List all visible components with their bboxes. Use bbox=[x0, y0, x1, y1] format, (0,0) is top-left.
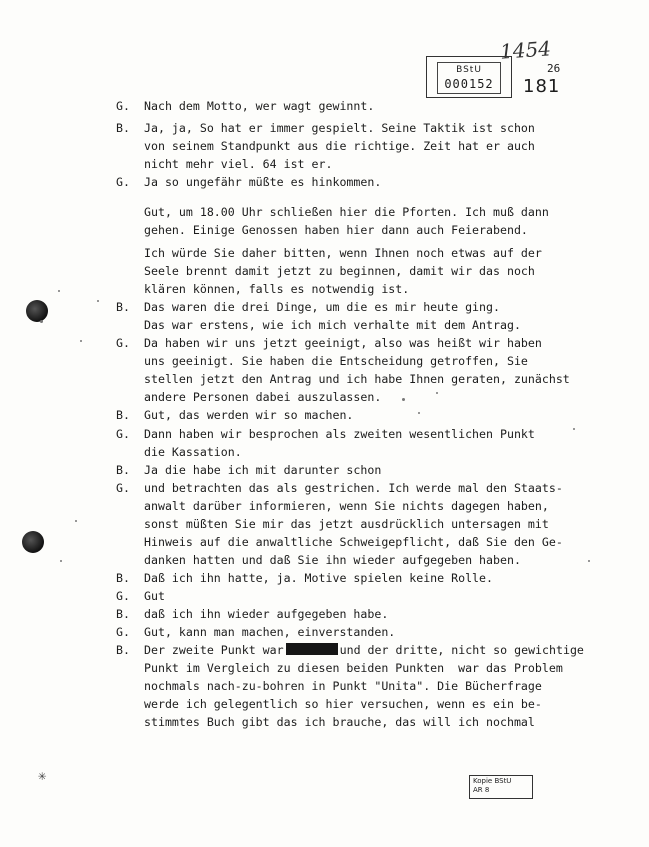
transcript-line bbox=[0, 155, 333, 173]
transcript-line bbox=[0, 298, 500, 316]
punch-hole bbox=[22, 531, 44, 553]
transcript-line bbox=[0, 173, 382, 191]
line-text-part: und betrachten das als gestrichen. bbox=[144, 481, 382, 495]
transcript-line bbox=[0, 221, 528, 239]
line-text: Gut, kann man machen, einverstanden. bbox=[144, 625, 396, 639]
transcript-line bbox=[0, 443, 242, 461]
stamp-inner-box bbox=[437, 62, 501, 94]
line-text: Ja die habe ich mit darunter schon bbox=[144, 463, 382, 477]
line-text-part: Ich werde mal den Staats- bbox=[388, 481, 563, 495]
scan-speck bbox=[80, 340, 82, 342]
scan-speck bbox=[97, 300, 99, 302]
line-text bbox=[144, 479, 563, 497]
speaker-label: B. bbox=[116, 607, 130, 621]
speaker-label: G. bbox=[116, 175, 130, 189]
line-text: werde ich gelegentlich so hier versuchen, wenn es ein be- bbox=[144, 697, 542, 711]
line-text: Hinweis auf die anwaltliche Schweigepflicht, daß Sie den Ge- bbox=[144, 535, 563, 549]
transcript-line bbox=[0, 461, 382, 479]
scan-mark: ✳ bbox=[38, 768, 47, 784]
transcript-line bbox=[0, 587, 165, 605]
line-text: Seele brennt damit jetzt zu beginnen, damit wir das noch bbox=[144, 264, 535, 278]
transcript-line bbox=[0, 497, 549, 515]
transcript-line bbox=[0, 119, 535, 137]
speaker-label: G. bbox=[116, 427, 130, 441]
transcript-line bbox=[0, 137, 535, 155]
line-text: Gut, das werden wir so machen. bbox=[144, 408, 354, 422]
speaker-label: G. bbox=[116, 336, 130, 350]
transcript-line bbox=[0, 479, 563, 497]
transcript-line bbox=[0, 352, 528, 370]
scan-speck bbox=[58, 290, 60, 292]
line-text: Punkt im Vergleich zu diesen beiden Punkten war das Problem bbox=[144, 661, 563, 675]
stamp-number: 000152 bbox=[444, 77, 494, 91]
transcript-line bbox=[0, 370, 570, 388]
line-text: Ich würde Sie daher bitten, wenn Ihnen noch etwas auf der bbox=[144, 246, 542, 260]
line-text: uns geeinigt. Sie haben die Entscheidung getroffen, Sie bbox=[144, 354, 528, 368]
speaker-label: G. bbox=[116, 99, 130, 113]
line-text: Ja, ja, So hat er immer gespielt. Seine Taktik ist schon bbox=[144, 121, 535, 135]
redaction-bar bbox=[286, 643, 338, 655]
line-text: andere Personen dabei auszulassen. bbox=[144, 390, 382, 404]
line-text: Dann haben wir besprochen als zweiten wesentlichen Punkt bbox=[144, 427, 535, 441]
line-text: gehen. Einige Genossen haben hier dann auch Feierabend. bbox=[144, 223, 528, 237]
transcript-line bbox=[0, 280, 410, 298]
scan-speck bbox=[75, 520, 77, 522]
speaker-label: B. bbox=[116, 463, 130, 477]
line-text: Ja so ungefähr müßte es hinkommen. bbox=[144, 175, 382, 189]
handwritten-page-number: 1454 bbox=[499, 36, 552, 64]
transcript-line bbox=[0, 695, 542, 713]
line-text: Gut bbox=[144, 589, 165, 603]
line-text: klären können, falls es notwendig ist. bbox=[144, 282, 410, 296]
transcript-line bbox=[0, 569, 494, 587]
line-text: Da haben wir uns jetzt geeinigt, also was heißt wir haben bbox=[144, 336, 542, 350]
line-text: nochmals nach-zu-bohren in Punkt "Unita". Die Bücherfrage bbox=[144, 679, 542, 693]
line-text: sonst müßten Sie mir das jetzt ausdrücklich untersagen mit bbox=[144, 517, 549, 531]
scan-speck bbox=[418, 412, 420, 414]
punch-hole bbox=[26, 300, 48, 322]
transcript-line bbox=[0, 605, 389, 623]
line-text: Das war erstens, wie ich mich verhalte mit dem Antrag. bbox=[144, 318, 521, 332]
transcript-line bbox=[0, 97, 375, 115]
speaker-label: G. bbox=[116, 625, 130, 639]
line-text: Gut, um 18.00 Uhr schließen hier die Pforten. Ich muß dann bbox=[144, 205, 549, 219]
speaker-label: B. bbox=[116, 121, 130, 135]
line-text: danken hatten und daß Sie ihn wieder aufgegeben haben. bbox=[144, 553, 521, 567]
transcript-line bbox=[0, 203, 549, 221]
scan-speck bbox=[60, 560, 62, 562]
speaker-label: G. bbox=[116, 589, 130, 603]
line-text bbox=[144, 641, 584, 659]
stamp-label: BStU bbox=[456, 65, 482, 75]
transcript-line bbox=[0, 713, 535, 731]
line-text: daß ich ihn wieder aufgegeben habe. bbox=[144, 607, 389, 621]
line-text: Nach dem Motto, wer wagt gewinnt. bbox=[144, 99, 375, 113]
line-text: die Kassation. bbox=[144, 445, 242, 459]
transcript-line bbox=[0, 425, 535, 443]
bstu-archive-stamp bbox=[426, 56, 512, 98]
scan-speck bbox=[402, 398, 405, 401]
line-text: anwalt darüber informieren, wenn Sie nichts dagegen haben, bbox=[144, 499, 549, 513]
copy-stamp bbox=[469, 775, 533, 799]
transcript-line bbox=[0, 316, 521, 334]
line-text-part: Der zweite Punkt war bbox=[144, 643, 284, 657]
line-text: nicht mehr viel. 64 ist er. bbox=[144, 157, 333, 171]
scan-speck bbox=[573, 428, 575, 430]
line-text: stellen jetzt den Antrag und ich habe Ihnen geraten, zunächst bbox=[144, 372, 570, 386]
transcript-line bbox=[0, 641, 584, 659]
line-text: stimmtes Buch gibt das ich brauche, das will ich nochmal bbox=[144, 715, 535, 729]
scan-speck bbox=[588, 560, 590, 562]
page-number-small: 26 bbox=[547, 62, 561, 75]
transcript-line bbox=[0, 677, 542, 695]
transcript-line bbox=[0, 388, 382, 406]
speaker-label: B. bbox=[116, 643, 130, 657]
line-text: von seinem Standpunkt aus die richtige. Zeit hat er auch bbox=[144, 139, 535, 153]
copy-stamp-line2: AR 8 bbox=[473, 786, 490, 794]
copy-stamp-line1: Kopie BStU bbox=[473, 777, 512, 785]
speaker-label: B. bbox=[116, 571, 130, 585]
transcript-line bbox=[0, 262, 535, 280]
line-text: Das waren die drei Dinge, um die es mir heute ging. bbox=[144, 300, 500, 314]
speaker-label: B. bbox=[116, 408, 130, 422]
line-text-part: und der dritte, nicht so gewichtige bbox=[339, 643, 584, 657]
transcript-line bbox=[0, 659, 563, 677]
line-text: Daß ich ihn hatte, ja. Motive spielen keine Rolle. bbox=[144, 571, 494, 585]
transcript-line bbox=[0, 623, 396, 641]
scan-speck bbox=[40, 320, 43, 323]
transcript-line bbox=[0, 406, 354, 424]
transcript-line bbox=[0, 515, 549, 533]
speaker-label: G. bbox=[116, 481, 130, 495]
scan-speck bbox=[436, 392, 438, 394]
page-number-large: 181 bbox=[523, 76, 561, 97]
transcript-line bbox=[0, 244, 542, 262]
transcript-line bbox=[0, 551, 521, 569]
speaker-label: B. bbox=[116, 300, 130, 314]
transcript-line bbox=[0, 334, 542, 352]
